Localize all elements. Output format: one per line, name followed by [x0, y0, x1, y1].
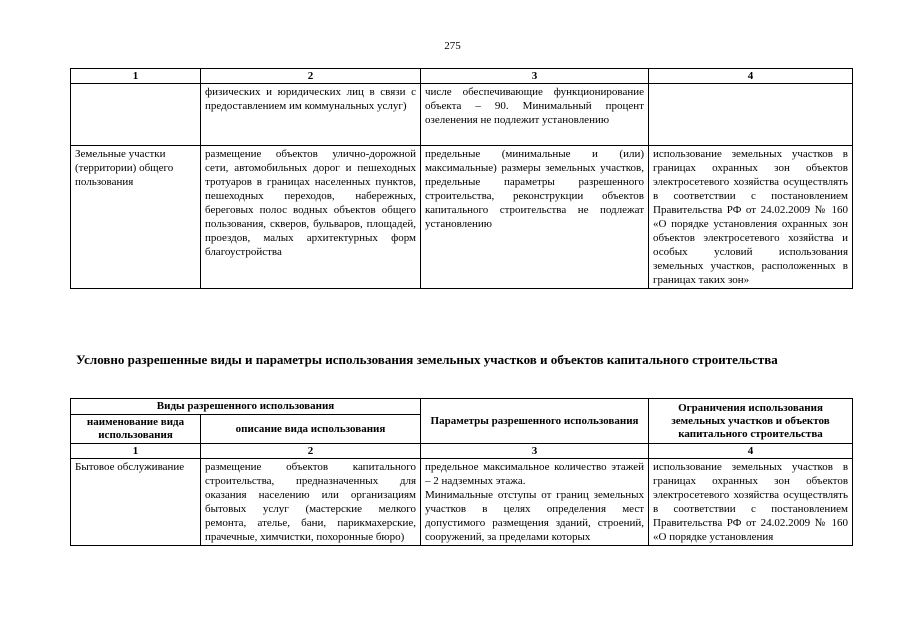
use-parameters-cell: предельные (минимальные и (или) максимальные) размеры земельных участков, предельные параметры разрешенного строительства, реконструкции объектов капитального строительства не подлежат установлению	[421, 146, 649, 289]
use-restrictions-cell	[649, 84, 853, 146]
header-row	[71, 399, 853, 415]
min-setbacks-text: Минимальные отступы от границ земельных участков в целях определения мест допустимого размещения зданий, строений, сооружений, за пределами которых	[425, 489, 645, 543]
column-number: 1	[71, 69, 201, 84]
permitted-use-table-continued	[70, 68, 853, 289]
column-number: 2	[201, 69, 421, 84]
table-row	[71, 459, 853, 546]
header-parameters: Параметры разрешенного использования	[421, 399, 649, 444]
use-type-name-cell	[71, 84, 201, 146]
use-type-name-cell: Бытовое обслуживание	[71, 459, 201, 546]
use-description-cell: размещение объектов капитального строительства, предназначенных для оказания населению или организациям бытовых услуг (мастерские мелкого ремонта, ателье, бани, парикмахерские, прачечные, химчистки, похоронные бюро)	[201, 459, 421, 546]
use-description-cell: размещение объектов улично-дорожной сети, автомобильных дорог и пешеходных тротуаров в границах населенных пунктов, пешеходных переходов, набережных, береговых полос водных объектов общего пользования, скверов, бульваров, площадей, проездов, малых архитектурных форм благоустройства	[201, 146, 421, 289]
page-number: 275	[444, 40, 461, 52]
column-number: 4	[649, 69, 853, 84]
header-use-description: описание вида использования	[201, 415, 421, 444]
header-use-types: Виды разрешенного использования	[71, 399, 421, 415]
column-number: 3	[421, 444, 649, 459]
column-number-row	[71, 69, 853, 84]
header-use-name: наименование вида использования	[71, 415, 201, 444]
table-row	[71, 84, 853, 146]
section-title: Условно разрешенные виды и параметры использования земельных участков и объектов капитального строительства	[76, 352, 778, 367]
column-number: 1	[71, 444, 201, 459]
header-restrictions: Ограничения использования земельных участков и объектов капитального строительства	[649, 399, 853, 444]
column-number-row	[71, 444, 853, 459]
use-parameters-cell	[421, 459, 649, 546]
table-row	[71, 146, 853, 289]
conditional-use-table	[70, 398, 853, 546]
use-parameters-cell: числе обеспечивающие функционирование объекта – 90. Минимальный процент озеленения не подлежит установлению	[421, 84, 649, 146]
column-number: 4	[649, 444, 853, 459]
use-description-cell: физических и юридических лиц в связи с предоставлением им коммунальных услуг)	[201, 84, 421, 146]
column-number: 2	[201, 444, 421, 459]
use-type-name-cell: Земельные участки (территории) общего пользования	[71, 146, 201, 289]
use-restrictions-cell: использование земельных участков в границах охранных зон объектов электросетевого хозяйства осуществлять в соответствии с постановлением Правительства РФ от 24.02.2009 № 160 «О порядке установления	[649, 459, 853, 546]
column-number: 3	[421, 69, 649, 84]
use-restrictions-cell: использование земельных участков в границах охранных зон объектов электросетевого хозяйства осуществлять в соответствии с постановлением Правительства РФ от 24.02.2009 № 160 «О порядке установления охранных зон объектов электросетевого хозяйства и особых условий использования земельных участков, расположенных в границах таких зон»	[649, 146, 853, 289]
max-floors-text: предельное максимальное количество этажей – 2 надземных этажа.	[425, 461, 645, 487]
